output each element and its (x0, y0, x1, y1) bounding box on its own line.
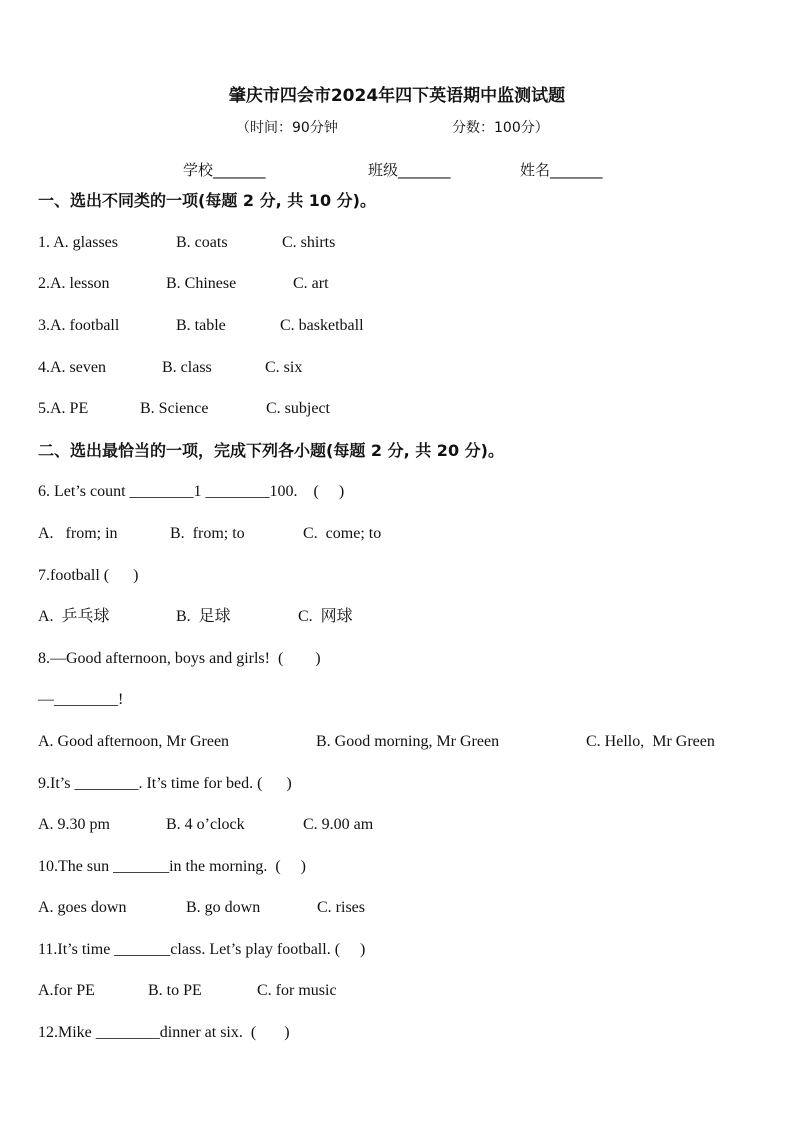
class-field: 班级_______ (368, 161, 451, 179)
q1-option-b: B. coats (176, 234, 228, 251)
question-12: 12.Mike ________dinner at six. ( ) (38, 1024, 290, 1041)
q10-option-a: A. goes down (38, 899, 127, 916)
question-7: 7.football ( ) (38, 567, 139, 584)
question-3: 3.A. football (38, 317, 120, 334)
q10-option-b: B. go down (186, 899, 261, 916)
q4-option-c: C. six (265, 359, 303, 376)
q8-option-b: B. Good morning, Mr Green (316, 733, 500, 750)
score-label: 分数：100分） (452, 120, 549, 136)
name-field: 姓名_______ (520, 161, 603, 179)
q6-option-b: B. from; to (170, 525, 245, 542)
q4-option-b: B. class (162, 359, 212, 376)
page-title: 肇庆市四会市2024年四下英语期中监测试题 (228, 86, 566, 106)
q8-option-c: C. Hello, Mr Green (586, 733, 715, 750)
question-10: 10.The sun _______in the morning. ( ) (38, 858, 306, 875)
question-5: 5.A. PE (38, 400, 89, 417)
question-6: 6. Let’s count ________1 ________100. ( ) (38, 483, 345, 500)
question-2: 2.A. lesson (38, 275, 110, 292)
q9-option-a: A. 9.30 pm (38, 816, 110, 833)
q5-option-c: C. subject (266, 400, 330, 417)
q5-option-b: B. Science (140, 400, 209, 417)
q11-option-a: A.for PE (38, 982, 95, 999)
q9-option-c: C. 9.00 am (303, 816, 374, 833)
question-4: 4.A. seven (38, 359, 106, 376)
section-1-title: 一、选出不同类的一项(每题 2 分, 共 10 分)。 (38, 191, 376, 210)
q1-option-c: C. shirts (282, 234, 336, 251)
question-11: 11.It’s time _______class. Let’s play football. ( ) (38, 941, 366, 958)
q3-option-b: B. table (176, 317, 226, 334)
question-9: 9.It’s ________. It’s time for bed. ( ) (38, 775, 292, 792)
q6-option-a: A. from; in (38, 525, 118, 542)
q11-option-c: C. for music (257, 982, 337, 999)
question-1: 1. A. glasses (38, 234, 118, 251)
q2-option-c: C. art (293, 275, 329, 292)
q7-option-b: B. 足球 (176, 608, 231, 625)
q7-option-a: A. 乒乓球 (38, 608, 110, 625)
q8-reply: —________! (38, 691, 124, 708)
q7-option-c: C. 网球 (298, 608, 353, 625)
q9-option-b: B. 4 o’clock (166, 816, 245, 833)
q6-option-c: C. come; to (303, 525, 382, 542)
q2-option-b: B. Chinese (166, 275, 237, 292)
q10-option-c: C. rises (317, 899, 365, 916)
q8-option-a: A. Good afternoon, Mr Green (38, 733, 230, 750)
time-label: （时间：90分钟 (236, 120, 338, 136)
question-8: 8.—Good afternoon, boys and girls! ( ) (38, 650, 321, 667)
q3-option-c: C. basketball (280, 317, 364, 334)
section-2-title: 二、选出最恰当的一项，完成下列各小题(每题 2 分, 共 20 分)。 (38, 441, 504, 460)
q11-option-b: B. to PE (148, 982, 202, 999)
school-field: 学校_______ (183, 161, 266, 179)
